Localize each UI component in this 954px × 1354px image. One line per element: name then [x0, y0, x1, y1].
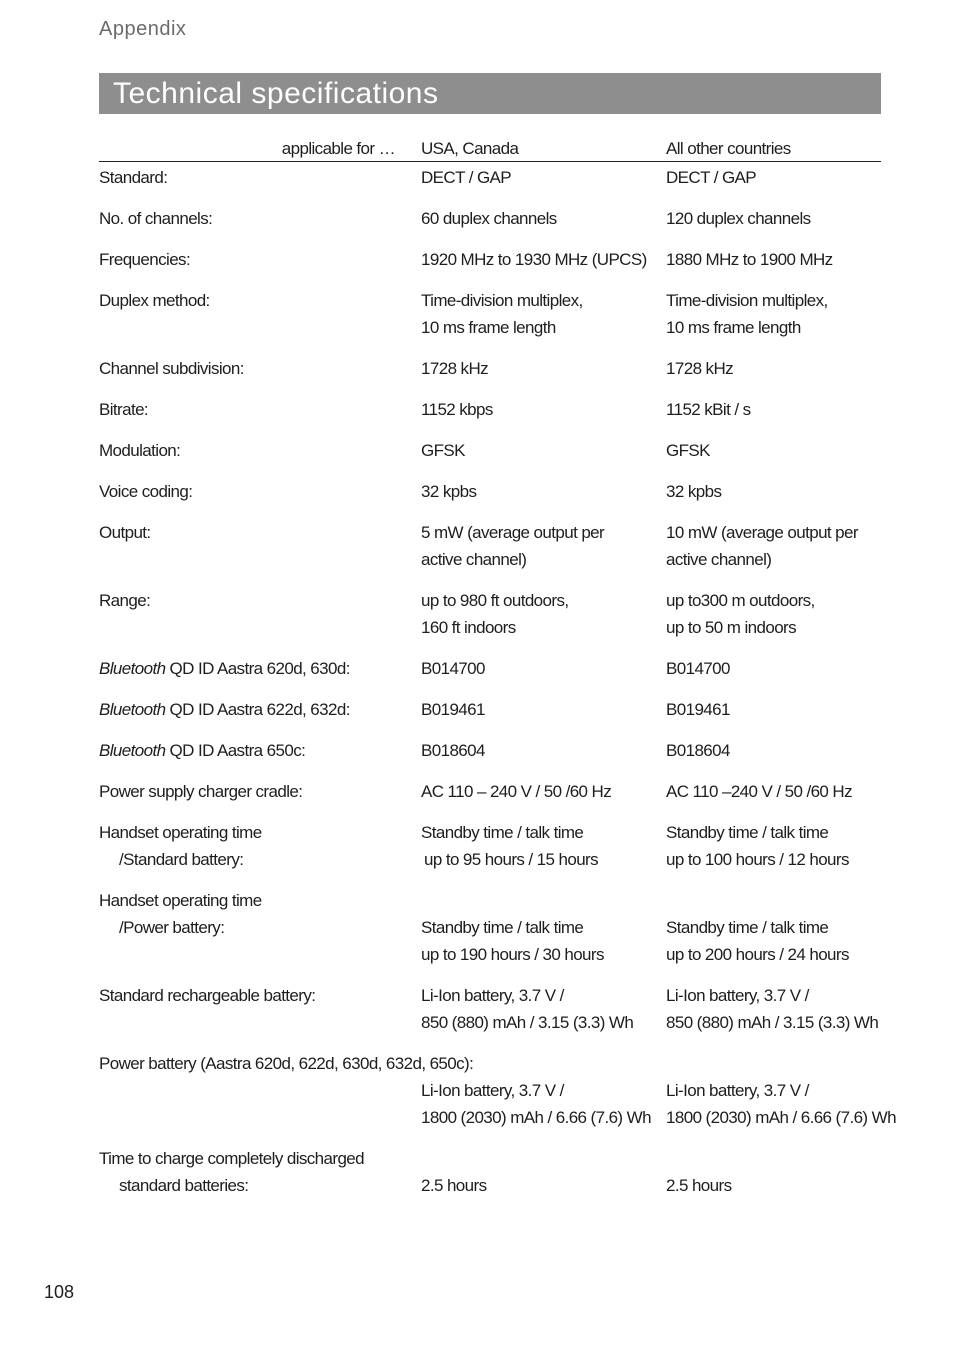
- page-title: Technical specifications: [113, 77, 439, 110]
- bluetooth-term: Bluetooth: [99, 741, 166, 760]
- spec-label: Bitrate:: [99, 400, 149, 419]
- spec-label: Power supply charger cradle:: [99, 782, 303, 801]
- spec-value-other: B018604: [666, 741, 730, 760]
- spec-value-us: Time-division multiplex, 10 ms frame length: [421, 291, 583, 337]
- table-row: [99, 355, 881, 382]
- spec-value-us: B019461: [421, 700, 485, 719]
- spec-label: Bluetooth QD ID Aastra 650c:: [99, 741, 306, 760]
- table-row: [99, 437, 881, 464]
- spec-value-us: 60 duplex channels: [421, 209, 557, 228]
- spec-value-other: DECT / GAP: [666, 168, 757, 187]
- table-row: [99, 1050, 896, 1131]
- spec-value-other: up to300 m outdoors, up to 50 m indoors: [666, 591, 815, 637]
- spec-value-other: 1728 kHz: [666, 359, 734, 378]
- table-row: [99, 396, 881, 423]
- spec-value-us: B014700: [421, 659, 485, 678]
- table-row: [99, 655, 881, 682]
- spec-value-us: Li-Ion battery, 3.7 V / 850 (880) mAh / 3.15 (3.3) Wh: [421, 986, 634, 1032]
- spec-value-other: Li-Ion battery, 3.7 V / 850 (880) mAh / 3.15 (3.3) Wh: [666, 986, 879, 1032]
- spec-value-other: 1152 kBit / s: [666, 400, 751, 419]
- spec-value-us: B018604: [421, 741, 485, 760]
- table-header: [99, 135, 881, 162]
- spec-value-us: 32 kpbs: [421, 482, 477, 501]
- table-row: [99, 1145, 881, 1199]
- table-row: [99, 778, 881, 805]
- spec-value-other: AC 110 –240 V / 50 /60 Hz: [666, 782, 852, 801]
- spec-label: Duplex method:: [99, 291, 210, 310]
- title-bar: [99, 73, 881, 114]
- table-row: [99, 696, 881, 723]
- spec-value-other: 32 kpbs: [666, 482, 722, 501]
- spec-value-us: 5 mW (average output per active channel): [421, 523, 605, 569]
- spec-label: Range:: [99, 591, 151, 610]
- table-row: [99, 205, 881, 232]
- spec-value-other: 2.5 hours: [666, 1176, 732, 1195]
- section-label: Appendix: [99, 18, 187, 40]
- spec-value-us: up to 980 ft outdoors, 160 ft indoors: [421, 591, 569, 637]
- table-row: [99, 737, 881, 764]
- table-row: [99, 164, 881, 191]
- spec-value-other: 120 duplex channels: [666, 209, 811, 228]
- spec-label: Standard:: [99, 168, 168, 187]
- spec-value-us: GFSK: [421, 441, 465, 460]
- spec-label: Power battery (Aastra 620d, 622d, 630d, 632d, 650c):: [99, 1054, 474, 1073]
- spec-value-other: 1880 MHz to 1900 MHz: [666, 250, 833, 269]
- table-row: [99, 287, 881, 341]
- spec-value-us: 1920 MHz to 1930 MHz (UPCS): [421, 250, 647, 269]
- spec-value-us: 1152 kbps: [421, 400, 493, 419]
- table-row: [99, 982, 881, 1036]
- table-row: [99, 819, 881, 873]
- spec-value-other: B019461: [666, 700, 730, 719]
- spec-value-other: Time-division multiplex, 10 ms frame length: [666, 291, 828, 337]
- spec-label: No. of channels:: [99, 209, 213, 228]
- spec-value-us: 2.5 hours: [421, 1176, 487, 1195]
- spec-label: Bluetooth QD ID Aastra 620d, 630d:: [99, 659, 350, 678]
- spec-value-us: 1728 kHz: [421, 359, 489, 378]
- table-row: [99, 246, 881, 273]
- bluetooth-term: Bluetooth: [99, 700, 166, 719]
- spec-value-us: Standby time / talk time up to 95 hours / 15 hours: [421, 823, 599, 869]
- spec-value-other: Standby time / talk time up to 200 hours / 24 hours: [666, 918, 849, 964]
- spec-value-us: DECT / GAP: [421, 168, 512, 187]
- spec-value-other: B014700: [666, 659, 730, 678]
- spec-label: Modulation:: [99, 441, 181, 460]
- spec-value-other: Li-Ion battery, 3.7 V / 1800 (2030) mAh / 6.66 (7.6) Wh: [666, 1081, 896, 1127]
- header-usa-canada: USA, Canada: [421, 139, 519, 158]
- table-row: [99, 478, 881, 505]
- spec-label: Frequencies:: [99, 250, 191, 269]
- spec-table: [99, 135, 896, 1213]
- bluetooth-term: Bluetooth: [99, 659, 166, 678]
- table-row: [99, 519, 881, 573]
- spec-value-other: Standby time / talk time up to 100 hours / 12 hours: [666, 823, 849, 869]
- spec-label: Voice coding:: [99, 482, 193, 501]
- spec-value-us: Li-Ion battery, 3.7 V / 1800 (2030) mAh / 6.66 (7.6) Wh: [421, 1081, 651, 1127]
- spec-value-other: GFSK: [666, 441, 710, 460]
- spec-label: Channel subdivision:: [99, 359, 244, 378]
- spec-label: Standard rechargeable battery:: [99, 986, 316, 1005]
- table-row: [99, 587, 881, 641]
- spec-label: Bluetooth QD ID Aastra 622d, 632d:: [99, 700, 350, 719]
- header-applicable-for: applicable for …: [281, 139, 395, 158]
- spec-label: Handset operating time /Standard battery:: [99, 823, 262, 869]
- table-row: [99, 887, 881, 968]
- spec-value-us: AC 110 – 240 V / 50 /60 Hz: [421, 782, 612, 801]
- spec-label: Handset operating time /Power battery:: [99, 891, 262, 937]
- page-number: 108: [44, 1282, 75, 1302]
- header-other-countries: All other countries: [666, 139, 791, 158]
- spec-value-other: 10 mW (average output per active channel): [666, 523, 858, 569]
- spec-label: Output:: [99, 523, 151, 542]
- spec-value-us: Standby time / talk time up to 190 hours / 30 hours: [421, 918, 604, 964]
- spec-label: Time to charge completely discharged standard batteries:: [99, 1149, 365, 1195]
